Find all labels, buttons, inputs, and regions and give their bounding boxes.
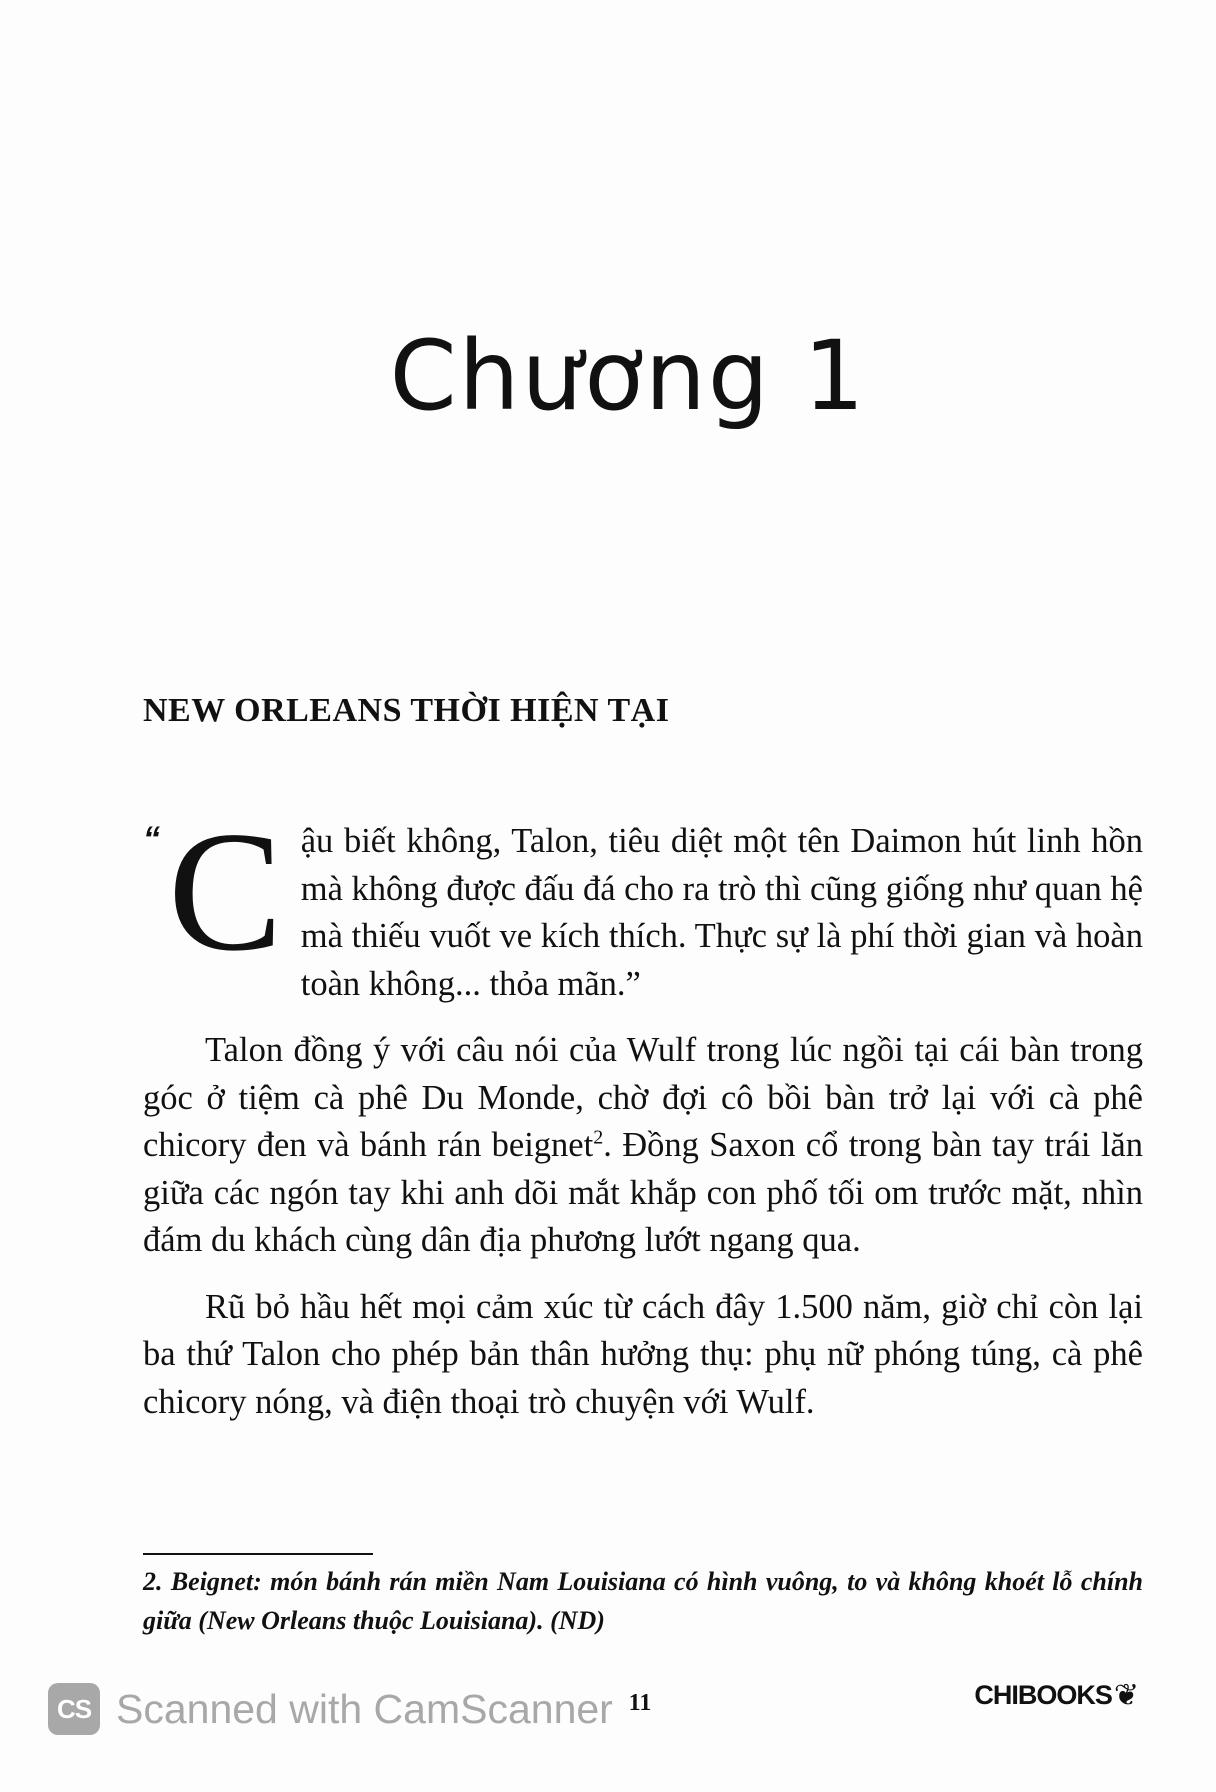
drop-cap: C <box>168 797 283 987</box>
page-number: 11 <box>628 1690 652 1716</box>
publisher-logo <box>974 1678 1138 1713</box>
paragraph-3: Rũ bỏ hầu hết mọi cảm xúc từ cách đây 1.500 năm, giờ chỉ còn lại ba thứ Talon cho phép bản thân hưởng thụ: phụ nữ phóng túng, cà phê chicory nóng, và điện thoại trò chuyện với Wulf. <box>143 1287 1143 1421</box>
watermark-text: Scanned with CamScanner <box>116 1685 613 1732</box>
open-quote-mark: “ <box>143 820 156 858</box>
chapter-title: Chương 1 <box>389 320 867 432</box>
body-text <box>143 797 1143 1445</box>
section-heading: NEW ORLEANS THỜI HIỆN TẠI <box>143 692 670 729</box>
camscanner-watermark <box>48 1683 613 1735</box>
publisher-name: CHIBOOKS <box>974 1680 1112 1710</box>
camscanner-logo-icon: CS <box>48 1683 100 1735</box>
paragraph-2 <box>143 1027 1143 1265</box>
footnote-divider <box>143 1553 373 1555</box>
footnote: 2. Beignet: món bánh rán miền Nam Louisiana có hình vuông, to và không khoét lỗ chính giữa (New Orleans thuộc Louisiana). (ND) <box>143 1567 1143 1635</box>
paragraph-1-text: ậu biết không, Talon, tiêu diệt một tên Daimon hút linh hồn mà không được đấu đá cho ra trò thì cũng giống như quan hệ mà thiếu vuốt ve kích thích. Thực sự là phí thời gian và hoàn toàn không... thỏa mãn.” <box>300 822 1143 1003</box>
paragraph-1 <box>143 797 1143 1008</box>
paragraph-2-text-end: . Đồng Saxon cổ trong bàn tay trái lăn giữa các ngón tay khi anh dõi mắt khắp con phố tối om trước mặt, nhìn đám du khách cùng dân địa phương lướt ngang qua. <box>143 1126 1143 1259</box>
paragraph-2-text-start: Talon đồng ý với câu nói của Wulf trong lúc ngồi tại cái bàn trong góc ở tiệm cà phê Du Monde, chờ đợi cô bồi bàn trở lại với cà phê chicory đen và bánh rán beignet <box>143 1031 1143 1164</box>
footnote-ref: 2 <box>593 1126 604 1149</box>
chibooks-flourish-icon: ❦ <box>1113 1678 1138 1713</box>
